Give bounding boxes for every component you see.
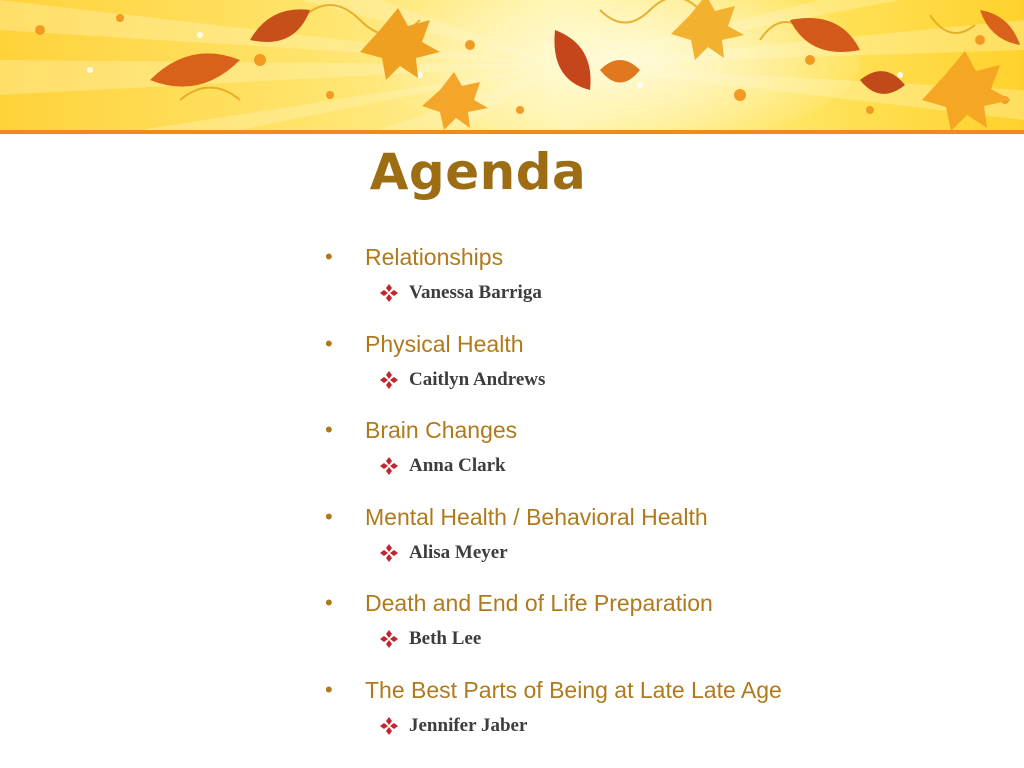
diamond-bullet-icon bbox=[380, 284, 398, 302]
agenda-list bbox=[325, 242, 1005, 762]
diamond-bullet-icon bbox=[380, 457, 398, 475]
bullet: • bbox=[325, 417, 333, 443]
agenda-topic: Mental Health / Behavioral Health bbox=[365, 503, 708, 530]
autumn-leaves-banner bbox=[0, 0, 1024, 130]
diamond-bullet-icon bbox=[380, 544, 398, 562]
banner-divider bbox=[0, 130, 1024, 134]
presenter-name: Alisa Meyer bbox=[409, 541, 508, 563]
presenter-row bbox=[380, 628, 481, 650]
agenda-item bbox=[325, 502, 1005, 589]
slide-title: Agenda bbox=[369, 143, 587, 201]
agenda-topic: Brain Changes bbox=[365, 417, 518, 444]
bullet: • bbox=[325, 590, 333, 616]
agenda-topic: The Best Parts of Being at Late Late Age bbox=[365, 676, 782, 703]
presenter-row bbox=[380, 369, 545, 391]
presenter-row bbox=[380, 715, 527, 737]
presenter-name: Jennifer Jaber bbox=[409, 714, 528, 736]
agenda-item bbox=[325, 675, 1005, 762]
bullet: • bbox=[325, 676, 333, 702]
presenter-name: Caitlyn Andrews bbox=[409, 368, 546, 390]
agenda-item bbox=[325, 415, 1005, 502]
presenter-row bbox=[380, 542, 508, 564]
presenter-name: Anna Clark bbox=[409, 455, 506, 477]
presenter-name: Beth Lee bbox=[409, 628, 482, 650]
presenter-row bbox=[380, 455, 506, 477]
banner-artwork bbox=[0, 0, 1024, 130]
agenda-topic: Death and End of Life Preparation bbox=[365, 590, 713, 617]
agenda-topic: Relationships bbox=[365, 244, 504, 270]
agenda-topic: Physical Health bbox=[365, 330, 524, 357]
diamond-bullet-icon bbox=[380, 371, 398, 389]
bullet: • bbox=[325, 330, 333, 356]
diamond-bullet-icon bbox=[380, 630, 398, 648]
presenter-row bbox=[380, 282, 542, 304]
bullet: • bbox=[325, 503, 333, 529]
bullet: • bbox=[325, 244, 333, 269]
agenda-item bbox=[325, 588, 1005, 675]
agenda-item bbox=[325, 329, 1005, 416]
diamond-bullet-icon bbox=[380, 717, 398, 735]
presenter-name: Vanessa Barriga bbox=[409, 282, 542, 303]
agenda-item bbox=[325, 242, 1005, 329]
